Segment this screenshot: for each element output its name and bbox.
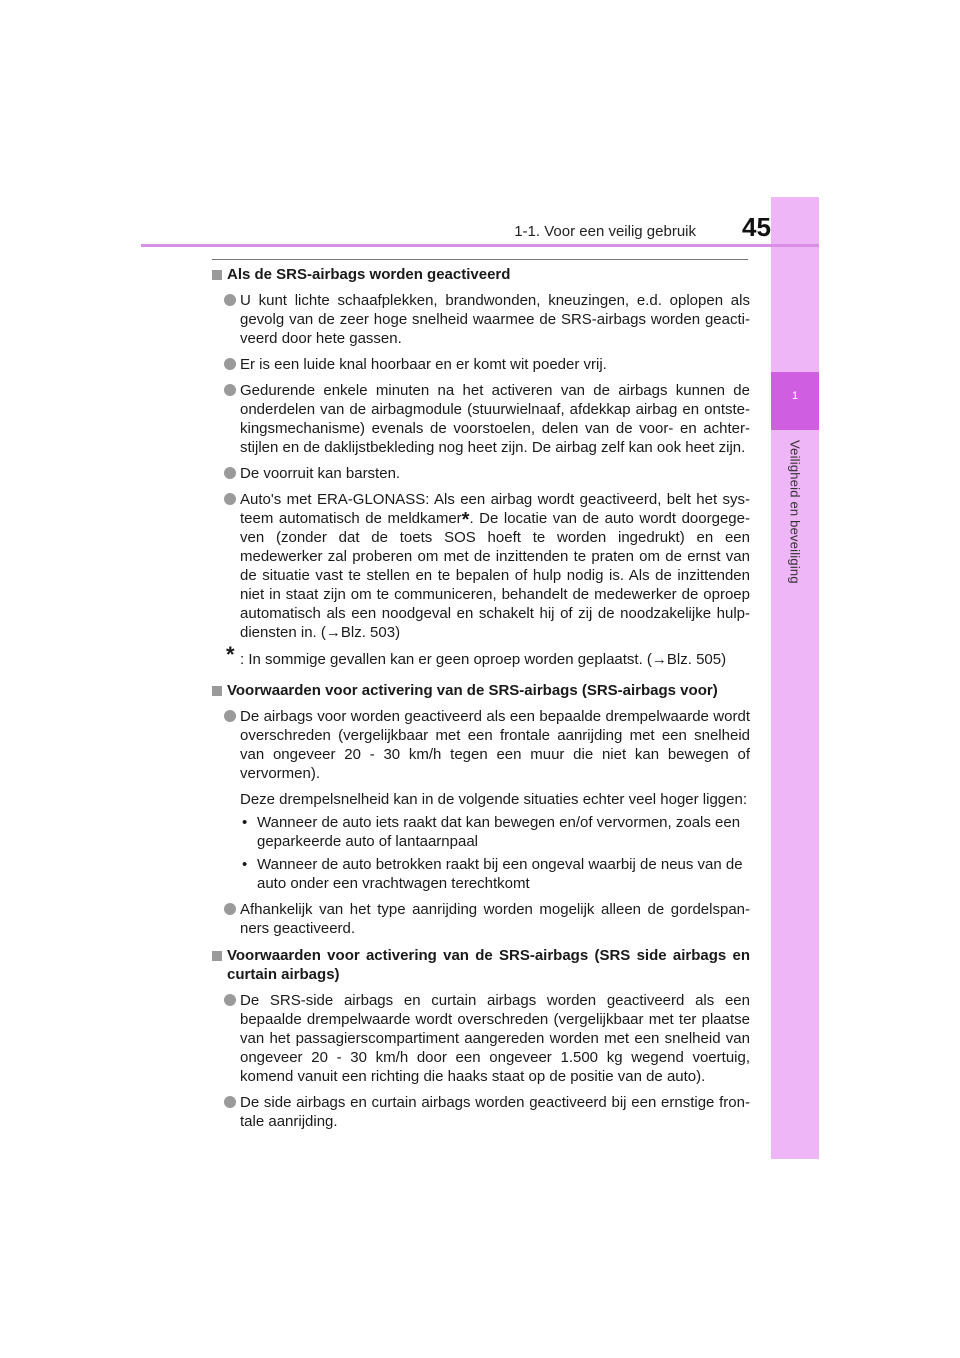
square-bullet-icon	[212, 951, 222, 961]
chapter-number: 1	[791, 390, 799, 402]
footnote: * : In sommige gevallen kan er geen oproep worden geplaatst. (→Blz. 505)	[226, 642, 727, 668]
list-item: Gedurende enkele minuten na het activeren van de airbags kunnen de onderdelen van de airbagmodule (stuurwielnaaf, afdekkap airbag en ontstekingsmechanisme) evenals de voorstoelen, delen van de voor- en achterstijlen en de daklijstbekleding nog heet zijn. De airbag zelf kan ook heet zijn.	[212, 381, 750, 457]
chapter-label: Veiligheid en beveiliging	[787, 440, 803, 584]
footnote-asterisk: *	[226, 642, 235, 667]
list-item: U kunt lichte schaafplekken, brandwonden, kneuzingen, e.d. oplopen als gevolg van de zeer hoge snelheid waarmee de SRS-airbags worden geactiveerd door hete gassen.	[212, 291, 750, 348]
round-bullet-icon	[224, 994, 236, 1006]
list-item: De side airbags en curtain airbags worden geactiveerd bij een ernstige frontale aanrijding.	[212, 1093, 750, 1131]
list-item: De SRS-side airbags en curtain airbags worden geactiveerd als een bepaalde drempelwaarde wordt overschreden (vergelijkbaar met ter plaatse van het passagierscompartiment aangereden worden met een snelheid van ongeveer 20 - 30 km/h door een ongeveer 1.500 kg wegend voertuig, komend vanuit een richting die haaks staat op de positie van de auto).	[212, 991, 750, 1086]
running-header: 1-1. Voor een veilig gebruik	[514, 223, 696, 240]
content-top-rule	[212, 259, 748, 260]
footnote-marker: *	[461, 509, 470, 531]
round-bullet-icon	[224, 358, 236, 370]
list-item: Er is een luide knal hoorbaar en er komt wit poeder vrij.	[212, 355, 750, 374]
paragraph: Deze drempelsnelheid kan in de volgende situaties echter veel hoger liggen:	[240, 791, 747, 808]
section-heading: Voorwaarden voor activering van de SRS-airbags (SRS-airbags voor)	[212, 681, 750, 700]
page-content	[212, 265, 750, 1131]
sub-list-item: • Wanneer de auto betrokken raakt bij een ongeval waarbij de neus van de auto onder een vrachtwagen terechtkomt	[242, 856, 743, 892]
list-item: De voorruit kan barsten.	[212, 464, 750, 483]
square-bullet-icon	[212, 686, 222, 696]
small-bullet: •	[242, 814, 248, 831]
page-number: 45	[742, 212, 771, 242]
round-bullet-icon	[224, 903, 236, 915]
sub-list-item: • Wanneer de auto iets raakt dat kan bewegen en/of vervormen, zoals een geparkeerde auto of lantaarnpaal	[242, 814, 741, 850]
header-rule	[141, 244, 819, 247]
round-bullet-icon	[224, 384, 236, 396]
chapter-side-tab	[771, 197, 819, 1159]
list-item: Auto's met ERA-GLONASS: Als een airbag wordt geactiveerd, belt het systeem automatisch de meldkamer*. De locatie van de auto wordt doorgegeven (zonder dat de toets SOS hoeft te worden ingedrukt) en een medewerker zal proberen om met de inzittenden te praten om de ernst van de situatie vast te stellen en te bepalen of hulp nodig is. Als de inzittenden niet in staat zijn om te communiceren, behandelt de medewerker de oproep automatisch als een noodgeval en schakelt hij of zij de noodzakelijke hulpdiensten in. (→Blz. 503)	[212, 490, 750, 642]
round-bullet-icon	[224, 710, 236, 722]
small-bullet: •	[242, 856, 248, 873]
list-item: Afhankelijk van het type aanrijding worden mogelijk alleen de gordelspanners geactiveerd.	[212, 900, 750, 938]
square-bullet-icon	[212, 270, 222, 280]
round-bullet-icon	[224, 493, 236, 505]
round-bullet-icon	[224, 467, 236, 479]
section-heading: Voorwaarden voor activering van de SRS-airbags (SRS side airbags en curtain airbags)	[212, 946, 750, 984]
list-item: De airbags voor worden geactiveerd als een bepaalde drempelwaarde wordt overschreden (vergelijkbaar met een frontale aanrijding met een snelheid van ongeveer 20 - 30 km/h tegen een muur die niet kan bewegen of vervormen).	[212, 707, 750, 783]
section-heading: Als de SRS-airbags worden geactiveerd	[212, 265, 750, 284]
round-bullet-icon	[224, 294, 236, 306]
round-bullet-icon	[224, 1096, 236, 1108]
